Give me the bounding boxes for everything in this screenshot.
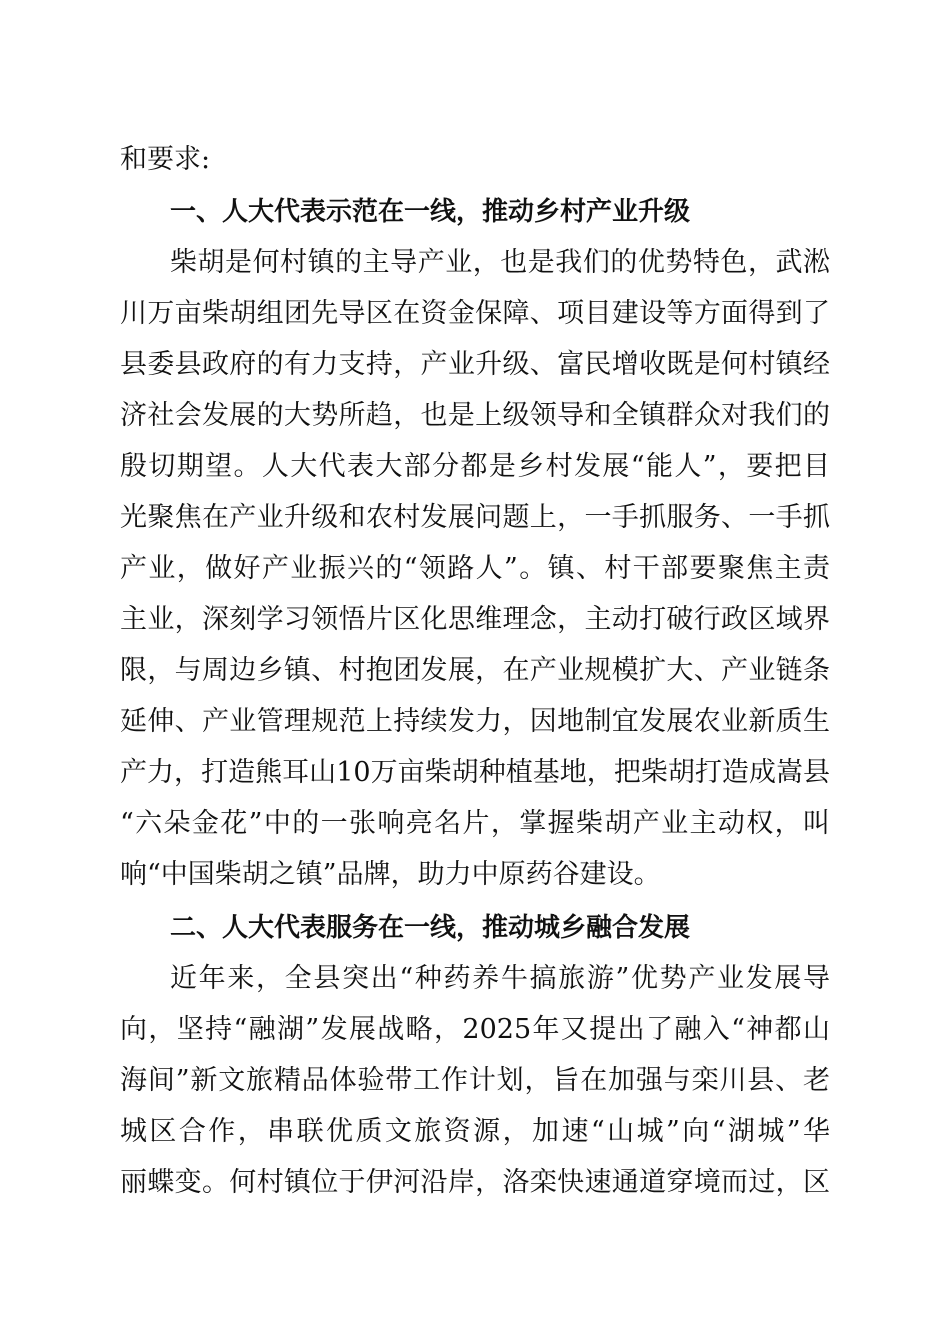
paragraph-line: 产业，做好产业振兴的“领路人”。镇、村干部要聚焦主责 (120, 553, 830, 584)
paragraph-line: 柴胡是何村镇的主导产业，也是我们的优势特色，武淞 (170, 247, 830, 278)
paragraph-line: 限，与周边乡镇、村抱团发展，在产业规模扩大、产业链条 (120, 655, 830, 686)
intro-tail-text: 和要求: (120, 144, 211, 175)
section-2-heading: 二、人大代表服务在一线，推动城乡融合发展 (170, 913, 691, 943)
paragraph-line: 向，坚持“融湖”发展战略，2025年又提出了融入“神都山 (120, 1014, 830, 1045)
paragraph-line: 县委县政府的有力支持，产业升级、富民增收既是何村镇经 (120, 349, 830, 380)
paragraph-line: 城区合作，串联优质文旅资源，加速“山城”向“湖城”华 (120, 1116, 830, 1147)
paragraph-line: 海间”新文旅精品体验带工作计划，旨在加强与栾川县、老 (120, 1065, 830, 1096)
paragraph-line: 川万亩柴胡组团先导区在资金保障、项目建设等方面得到了 (120, 298, 830, 329)
paragraph-line: 产力，打造熊耳山10万亩柴胡种植基地，把柴胡打造成嵩县 (120, 757, 830, 788)
paragraph-line: 近年来，全县突出“种药养牛搞旅游”优势产业发展导 (170, 963, 830, 994)
paragraph-line: 济社会发展的大势所趋，也是上级领导和全镇群众对我们的 (120, 400, 830, 431)
paragraph-line: 丽蝶变。何村镇位于伊河沿岸，洛栾快速通道穿境而过，区 (120, 1167, 830, 1198)
paragraph-line: 光聚焦在产业升级和农村发展问题上，一手抓服务、一手抓 (120, 502, 830, 533)
paragraph-line: 殷切期望。人大代表大部分都是乡村发展“能人”，要把目 (120, 451, 830, 482)
paragraph-line: 主业，深刻学习领悟片区化思维理念，主动打破行政区域界 (120, 604, 830, 635)
paragraph-line: “六朵金花”中的一张响亮名片，掌握柴胡产业主动权，叫 (120, 808, 830, 839)
section-1-heading: 一、人大代表示范在一线，推动乡村产业升级 (170, 197, 691, 227)
paragraph-line: 延伸、产业管理规范上持续发力，因地制宜发展农业新质生 (120, 706, 830, 737)
paragraph-line: 响“中国柴胡之镇”品牌，助力中原药谷建设。 (120, 859, 661, 890)
